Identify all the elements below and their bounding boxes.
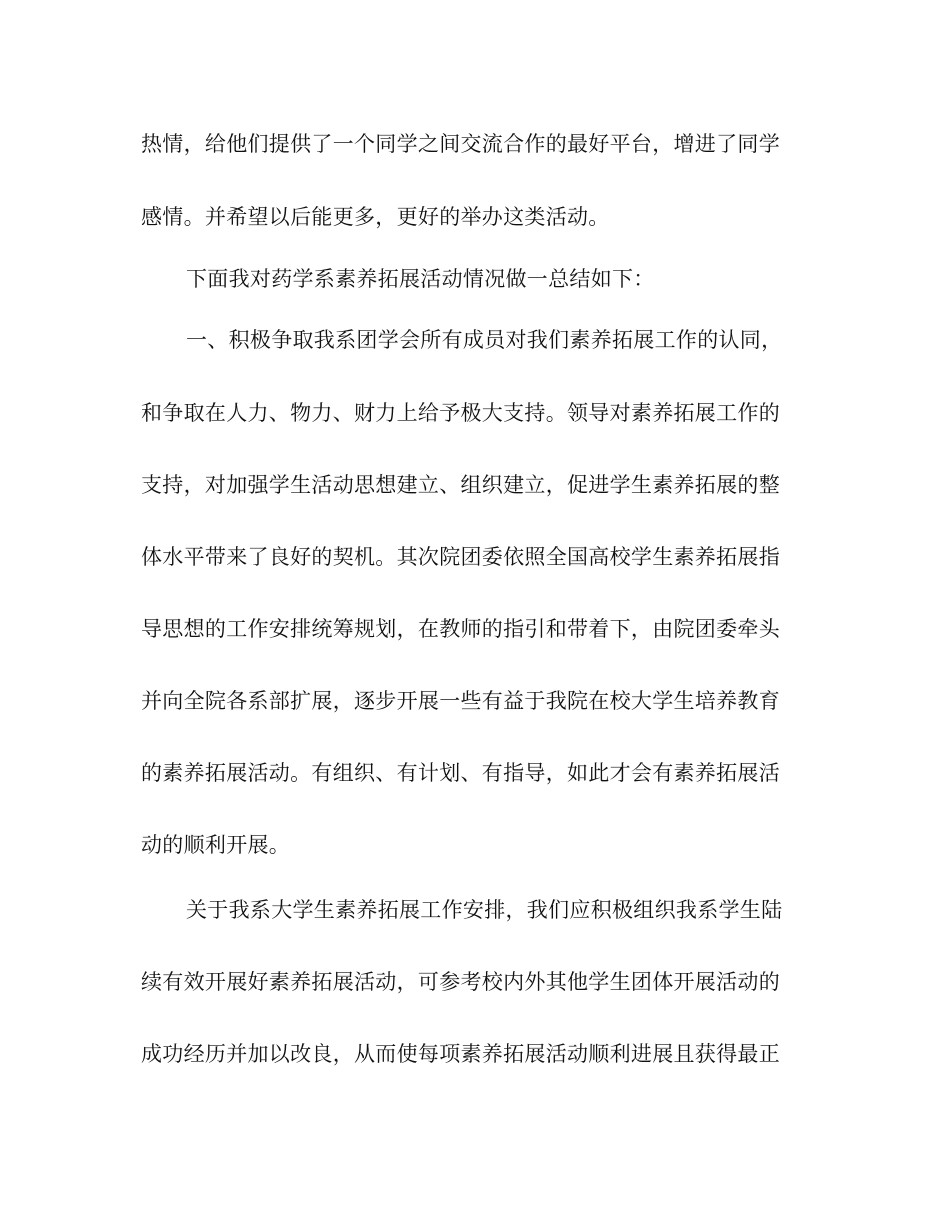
- text-line: 体水平带来了良好的契机。其次院团委依照全国高校学生素养拓展指: [141, 545, 780, 569]
- text-line: 导思想的工作安排统筹规划，在教师的指引和带着下，由院团委牵头: [141, 617, 780, 641]
- text-line: 并向全院各系部扩展，逐步开展一些有益于我院在校大学生培养教育: [141, 689, 780, 713]
- text-line: 的素养拓展活动。有组织、有计划、有指导，如此才会有素养拓展活: [141, 761, 780, 785]
- text-line: 感情。并希望以后能更多，更好的举办这类活动。: [141, 205, 610, 229]
- text-line: 支持，对加强学生活动思想建立、组织建立，促进学生素养拓展的整: [141, 473, 780, 497]
- text-line: 和争取在人力、物力、财力上给予极大支持。领导对素养拓展工作的: [141, 401, 780, 425]
- text-line: 下面我对药学系素养拓展活动情况做一总结如下：: [186, 267, 655, 291]
- text-line: 热情，给他们提供了一个同学之间交流合作的最好平台，增进了同学: [141, 132, 780, 156]
- text-line: 续有效开展好素养拓展活动，可参考校内外其他学生团体开展活动的: [141, 970, 780, 994]
- text-line: 一、积极争取我系团学会所有成员对我们素养拓展工作的认同，: [186, 328, 783, 352]
- text-line: 关于我系大学生素养拓展工作安排，我们应积极组织我系学生陆: [186, 898, 783, 922]
- text-line: 成功经历并加以改良，从而使每项素养拓展活动顺利进展且获得最正: [141, 1042, 780, 1066]
- text-line: 动的顺利开展。: [141, 833, 291, 857]
